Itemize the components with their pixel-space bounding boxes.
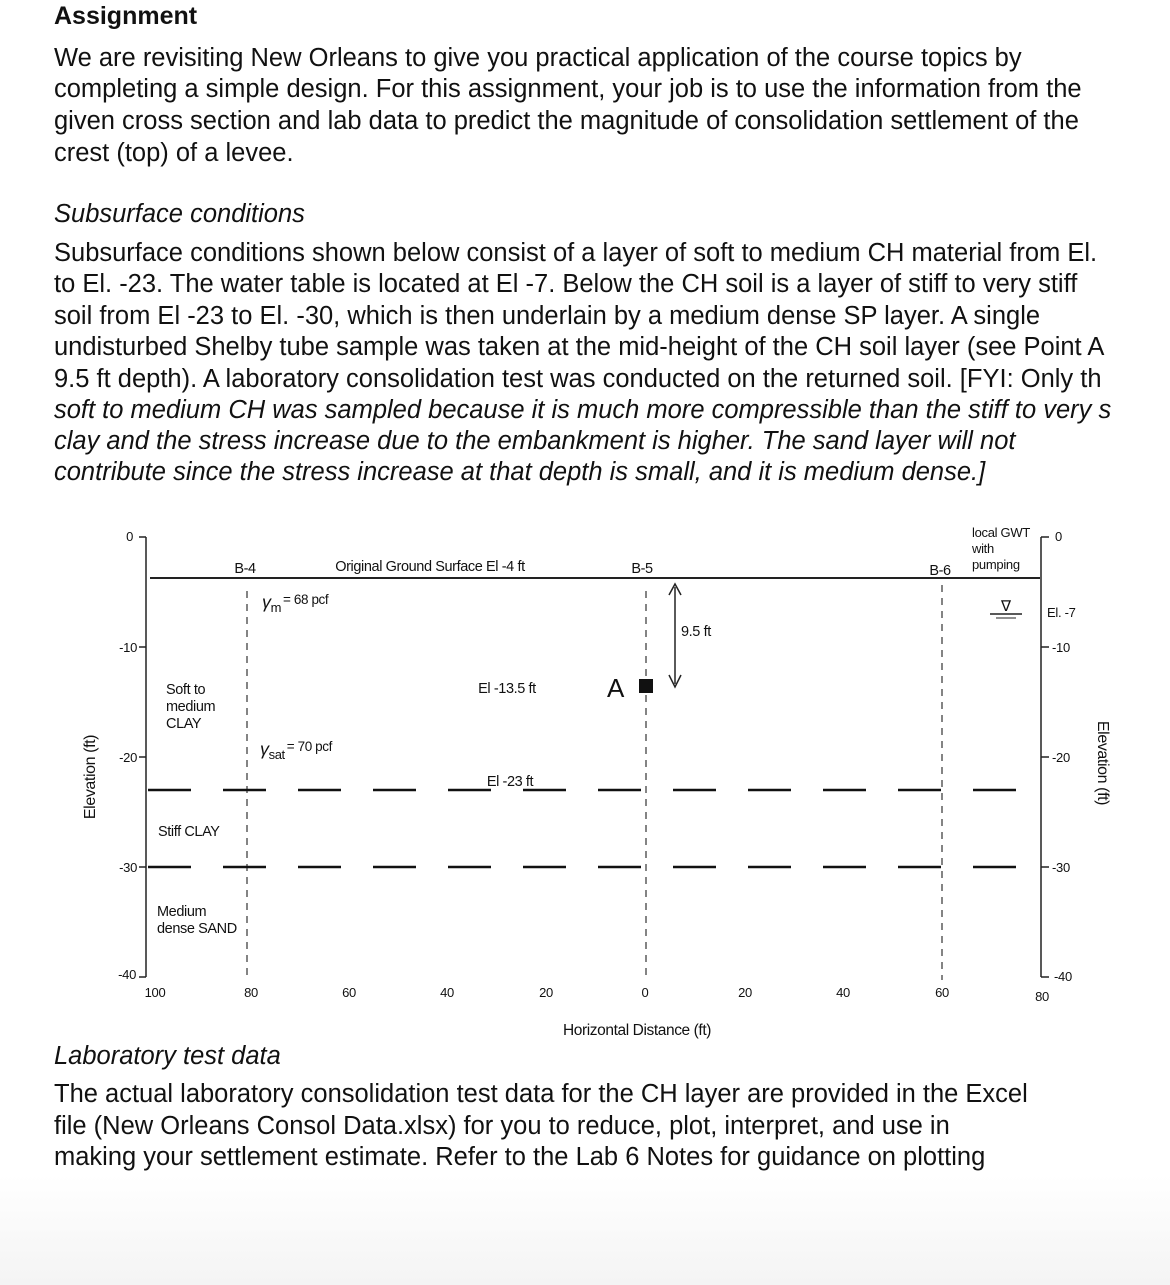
subsurface-italic-2: clay and the stress increase due to the embankment is higher. The sand layer will not: [54, 427, 1016, 455]
soft-clay-label-3: CLAY: [166, 716, 202, 732]
boring-b6-label: B-6: [929, 563, 951, 579]
left-tick-10: -10: [119, 640, 137, 655]
soft-clay-label-1: Soft to: [166, 682, 206, 698]
intro-line-1: We are revisiting New Orleans to give you practical application of the course topics by: [54, 44, 1022, 72]
x-axis-label: Horizontal Distance (ft): [562, 1022, 712, 1039]
right-tick-10: -10: [1052, 640, 1070, 655]
right-axis-label: Elevation (ft): [1094, 720, 1111, 806]
gamma-sat-label: γsat= 70 pcf: [260, 739, 332, 762]
depth-label: 9.5 ft: [681, 624, 711, 640]
x-tick-100: 100: [144, 985, 166, 1000]
subsurface-line-5: 9.5 ft depth). A laboratory consolidation test was conducted on the returned soil. [FYI: Only th: [54, 365, 1102, 393]
cross-section-figure: [0, 515, 1170, 1045]
x-tick-0: 0: [641, 985, 649, 1000]
soft-clay-label-2: medium: [166, 699, 216, 715]
left-axis-label: Elevation (ft): [82, 734, 99, 820]
sand-label-2: dense SAND: [157, 921, 237, 937]
gwt-label-2: with: [972, 541, 994, 556]
x-tick-80-right: 80: [1035, 989, 1049, 1004]
left-tick-20: -20: [119, 750, 137, 765]
el-13-5-label: El -13.5 ft: [478, 681, 536, 697]
point-a-label: A: [607, 673, 625, 703]
x-tick-20: 20: [539, 985, 553, 1000]
subsurface-italic-3: contribute since the stress increase at that depth is small, and it is medium dense.]: [54, 458, 986, 486]
subsurface-line-1: Subsurface conditions shown below consist of a layer of soft to medium CH material from El.: [54, 239, 1098, 267]
subsurface-line-4: undisturbed Shelby tube sample was taken at the mid-height of the CH soil layer (see Point A: [54, 333, 1105, 361]
x-tick-60-right: 60: [935, 985, 949, 1000]
sand-label-1: Medium: [157, 904, 207, 920]
lab-heading: Laboratory test data: [54, 1042, 281, 1070]
subsurface-italic-1: soft to medium CH was sampled because it is much more compressible than the stiff to very s: [54, 396, 1112, 424]
subsurface-line-2: to El. -23. The water table is located at El -7. Below the CH soil is a layer of stiff to very stiff: [54, 270, 1078, 298]
lab-line-3: making your settlement estimate. Refer to the Lab 6 Notes for guidance on plotting: [54, 1143, 986, 1171]
boring-b5-label: B-5: [631, 561, 653, 577]
point-a-marker: [639, 679, 653, 693]
intro-line-3: given cross section and lab data to predict the magnitude of consolidation settlement of the: [54, 107, 1079, 135]
stiff-clay-label: Stiff CLAY: [158, 824, 220, 840]
left-tick-40: -40: [118, 967, 136, 982]
gwt-label-1: local GWT: [972, 525, 1030, 540]
right-tick-40: -40: [1054, 969, 1072, 984]
lab-line-1: The actual laboratory consolidation test data for the CH layer are provided in the Excel: [54, 1080, 1028, 1108]
gamma-m-label: γm= 68 pcf: [262, 592, 329, 615]
boring-b4-label: B-4: [234, 561, 256, 577]
subsurface-line-3: soil from El -23 to El. -30, which is then underlain by a medium dense SP layer. A single: [54, 302, 1041, 330]
intro-line-4: crest (top) of a levee.: [54, 139, 294, 167]
ground-surface-label: Original Ground Surface El -4 ft: [335, 559, 525, 575]
right-tick-30: -30: [1052, 860, 1070, 875]
x-tick-40: 40: [440, 985, 454, 1000]
x-tick-20-right: 20: [738, 985, 752, 1000]
page-bottom-fade: [0, 1175, 1170, 1285]
intro-line-2: completing a simple design. For this assignment, your job is to use the information from the: [54, 75, 1082, 103]
gwt-elevation-label: El. -7: [1047, 605, 1076, 620]
left-tick-0: 0: [126, 529, 133, 544]
water-table-icon: ∇: [1000, 598, 1012, 615]
x-tick-60: 60: [342, 985, 356, 1000]
el-23-label: El -23 ft: [486, 774, 534, 790]
right-tick-0: 0: [1055, 529, 1062, 544]
x-tick-80: 80: [244, 985, 258, 1000]
gwt-label-3: pumping: [972, 557, 1020, 572]
x-tick-40-right: 40: [836, 985, 850, 1000]
assignment-heading: Assignment: [54, 2, 198, 30]
subsurface-heading: Subsurface conditions: [54, 200, 305, 228]
left-tick-30: -30: [119, 860, 137, 875]
lab-line-2: file (New Orleans Consol Data.xlsx) for you to reduce, plot, interpret, and use in: [54, 1112, 950, 1140]
right-tick-20: -20: [1052, 750, 1070, 765]
